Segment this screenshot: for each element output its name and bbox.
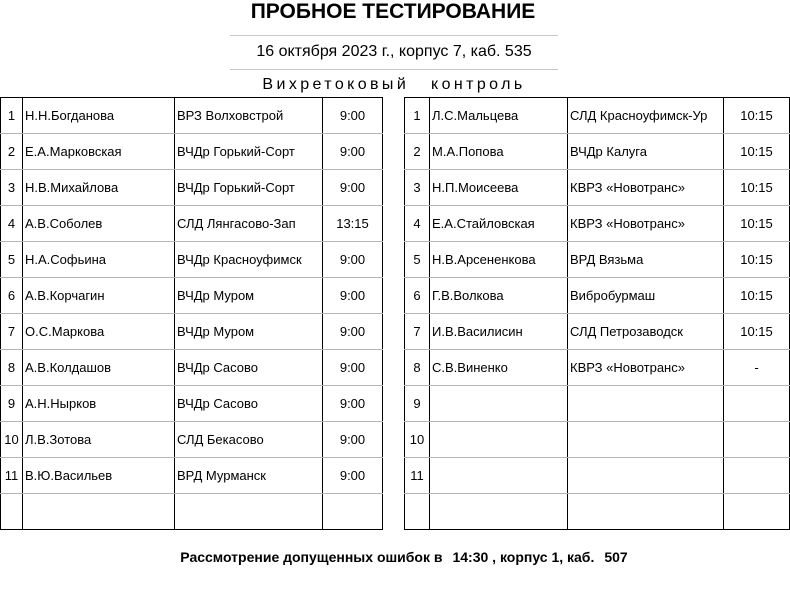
organization-cell: ВЧДр Горький-Сорт (175, 134, 323, 170)
test-time-cell: 9:00 (323, 278, 383, 314)
test-time-cell: 10:15 (724, 170, 790, 206)
participant-name-cell: А.Н.Нырков (23, 386, 175, 422)
schedule-body-left (1, 98, 383, 530)
participant-name-cell: А.В.Колдашов (23, 350, 175, 386)
participant-name-cell: В.Ю.Васильев (23, 458, 175, 494)
participant-name-cell: Н.П.Моисеева (430, 170, 568, 206)
row-number-cell: 9 (1, 386, 23, 422)
test-time-cell (323, 494, 383, 530)
participant-name-cell: Н.А.Софьина (23, 242, 175, 278)
test-time-cell: 10:15 (724, 314, 790, 350)
schedule-table-left (0, 97, 383, 530)
test-time-cell: 9:00 (323, 458, 383, 494)
review-note-prefix: Рассмотрение допущенных ошибок в (180, 549, 443, 565)
test-time-cell: 10:15 (724, 206, 790, 242)
participant-name-cell: Л.С.Мальцева (430, 98, 568, 134)
participant-name-cell: Н.В.Арсененкова (430, 242, 568, 278)
schedule-body-right (405, 98, 790, 530)
row-number-cell: 1 (405, 98, 430, 134)
table-row (1, 242, 383, 278)
table-row (1, 422, 383, 458)
test-time-cell: 9:00 (323, 170, 383, 206)
table-row (1, 458, 383, 494)
review-room: 507 (604, 549, 628, 565)
organization-cell: СЛД Бекасово (175, 422, 323, 458)
organization-cell: ВЧДр Калуга (568, 134, 724, 170)
row-number-cell: 6 (1, 278, 23, 314)
table-row (1, 170, 383, 206)
table-row (405, 98, 790, 134)
table-row (405, 422, 790, 458)
row-number-cell: 2 (1, 134, 23, 170)
participant-name-cell: О.С.Маркова (23, 314, 175, 350)
table-row (1, 206, 383, 242)
organization-cell: ВЧДр Муром (175, 314, 323, 350)
organization-cell (175, 494, 323, 530)
row-number-cell: 3 (405, 170, 430, 206)
table-row (1, 494, 383, 530)
row-number-cell (1, 494, 23, 530)
row-number-cell: 10 (1, 422, 23, 458)
test-time-cell: 9:00 (323, 422, 383, 458)
test-time-cell: 13:15 (323, 206, 383, 242)
test-time-cell: 9:00 (323, 98, 383, 134)
row-number-cell: 7 (1, 314, 23, 350)
test-time-cell (724, 422, 790, 458)
organization-cell: ВЧДр Горький-Сорт (175, 170, 323, 206)
row-number-cell: 8 (405, 350, 430, 386)
organization-cell: ВЧДр Муром (175, 278, 323, 314)
organization-cell: ВРД Вязьма (568, 242, 724, 278)
row-number-cell: 8 (1, 350, 23, 386)
row-number-cell: 4 (405, 206, 430, 242)
participant-name-cell: А.В.Соболев (23, 206, 175, 242)
row-number-cell: 5 (1, 242, 23, 278)
date-divider (230, 69, 558, 70)
organization-cell: ВЧДр Красноуфимск (175, 242, 323, 278)
organization-cell (568, 386, 724, 422)
review-note-suffix: , корпус 1, каб. (492, 549, 595, 565)
organization-cell (568, 494, 724, 530)
organization-cell (568, 422, 724, 458)
organization-cell: КВРЗ «Новотранс» (568, 206, 724, 242)
organization-cell: КВРЗ «Новотранс» (568, 350, 724, 386)
table-row (1, 314, 383, 350)
row-number-cell: 3 (1, 170, 23, 206)
test-time-cell (724, 494, 790, 530)
table-row (1, 98, 383, 134)
test-time-cell (724, 386, 790, 422)
row-number-cell: 1 (1, 98, 23, 134)
participant-name-cell: А.В.Корчагин (23, 278, 175, 314)
participant-name-cell: Л.В.Зотова (23, 422, 175, 458)
row-number-cell: 4 (1, 206, 23, 242)
participant-name-cell: Н.Н.Богданова (23, 98, 175, 134)
participant-name-cell (430, 494, 568, 530)
participant-name-cell: М.А.Попова (430, 134, 568, 170)
row-number-cell: 9 (405, 386, 430, 422)
row-number-cell (405, 494, 430, 530)
table-row (405, 350, 790, 386)
test-time-cell: 9:00 (323, 242, 383, 278)
row-number-cell: 10 (405, 422, 430, 458)
row-number-cell: 11 (1, 458, 23, 494)
table-row (1, 386, 383, 422)
participant-name-cell: Г.В.Волкова (430, 278, 568, 314)
test-time-cell: 9:00 (323, 386, 383, 422)
page-title (0, 0, 790, 24)
participant-name-cell: Е.А.Марковская (23, 134, 175, 170)
row-number-cell: 7 (405, 314, 430, 350)
review-time: 14:30 (452, 549, 489, 565)
row-number-cell: 6 (405, 278, 430, 314)
row-number-cell: 5 (405, 242, 430, 278)
test-time-cell: 10:15 (724, 134, 790, 170)
test-time-cell: 10:15 (724, 242, 790, 278)
table-row (405, 206, 790, 242)
test-time-cell: 10:15 (724, 98, 790, 134)
organization-cell: ВРД Мурманск (175, 458, 323, 494)
organization-cell: СЛД Красноуфимск-Ур (568, 98, 724, 134)
organization-cell: ВЧДр Сасово (175, 386, 323, 422)
organization-cell: КВРЗ «Новотранс» (568, 170, 724, 206)
participant-name-cell: Н.В.Михайлова (23, 170, 175, 206)
table-row (405, 278, 790, 314)
table-row (405, 170, 790, 206)
table-row (405, 242, 790, 278)
test-time-cell: 10:15 (724, 278, 790, 314)
title-text: ПРОБНОЕ ТЕСТИРОВАНИЕ (250, 0, 536, 23)
row-number-cell: 2 (405, 134, 430, 170)
table-row (405, 386, 790, 422)
table-row (405, 494, 790, 530)
test-time-cell: - (724, 350, 790, 386)
method-heading: Вихретоковый контроль (262, 76, 526, 93)
schedule-table-right (404, 97, 790, 530)
organization-cell: Вибробурмаш (568, 278, 724, 314)
participant-name-cell (430, 458, 568, 494)
participant-name-cell (430, 386, 568, 422)
table-row (1, 350, 383, 386)
test-time-cell: 9:00 (323, 350, 383, 386)
title-divider (230, 35, 558, 36)
table-row (405, 314, 790, 350)
date-location-line: 16 октября 2023 г., корпус 7, каб. 535 (256, 43, 532, 60)
test-time-cell (724, 458, 790, 494)
test-time-cell: 9:00 (323, 314, 383, 350)
table-row (1, 278, 383, 314)
participant-name-cell: С.В.Виненко (430, 350, 568, 386)
participant-name-cell (430, 422, 568, 458)
table-row (405, 134, 790, 170)
organization-cell: СЛД Лянгасово-Зап (175, 206, 323, 242)
participant-name-cell: И.В.Василисин (430, 314, 568, 350)
table-row (405, 458, 790, 494)
row-number-cell: 11 (405, 458, 430, 494)
organization-cell: СЛД Петрозаводск (568, 314, 724, 350)
organization-cell (568, 458, 724, 494)
organization-cell: ВРЗ Волховстрой (175, 98, 323, 134)
organization-cell: ВЧДр Сасово (175, 350, 323, 386)
table-row (1, 134, 383, 170)
participant-name-cell: Е.А.Стайловская (430, 206, 568, 242)
review-note (0, 547, 790, 567)
test-time-cell: 9:00 (323, 134, 383, 170)
participant-name-cell (23, 494, 175, 530)
